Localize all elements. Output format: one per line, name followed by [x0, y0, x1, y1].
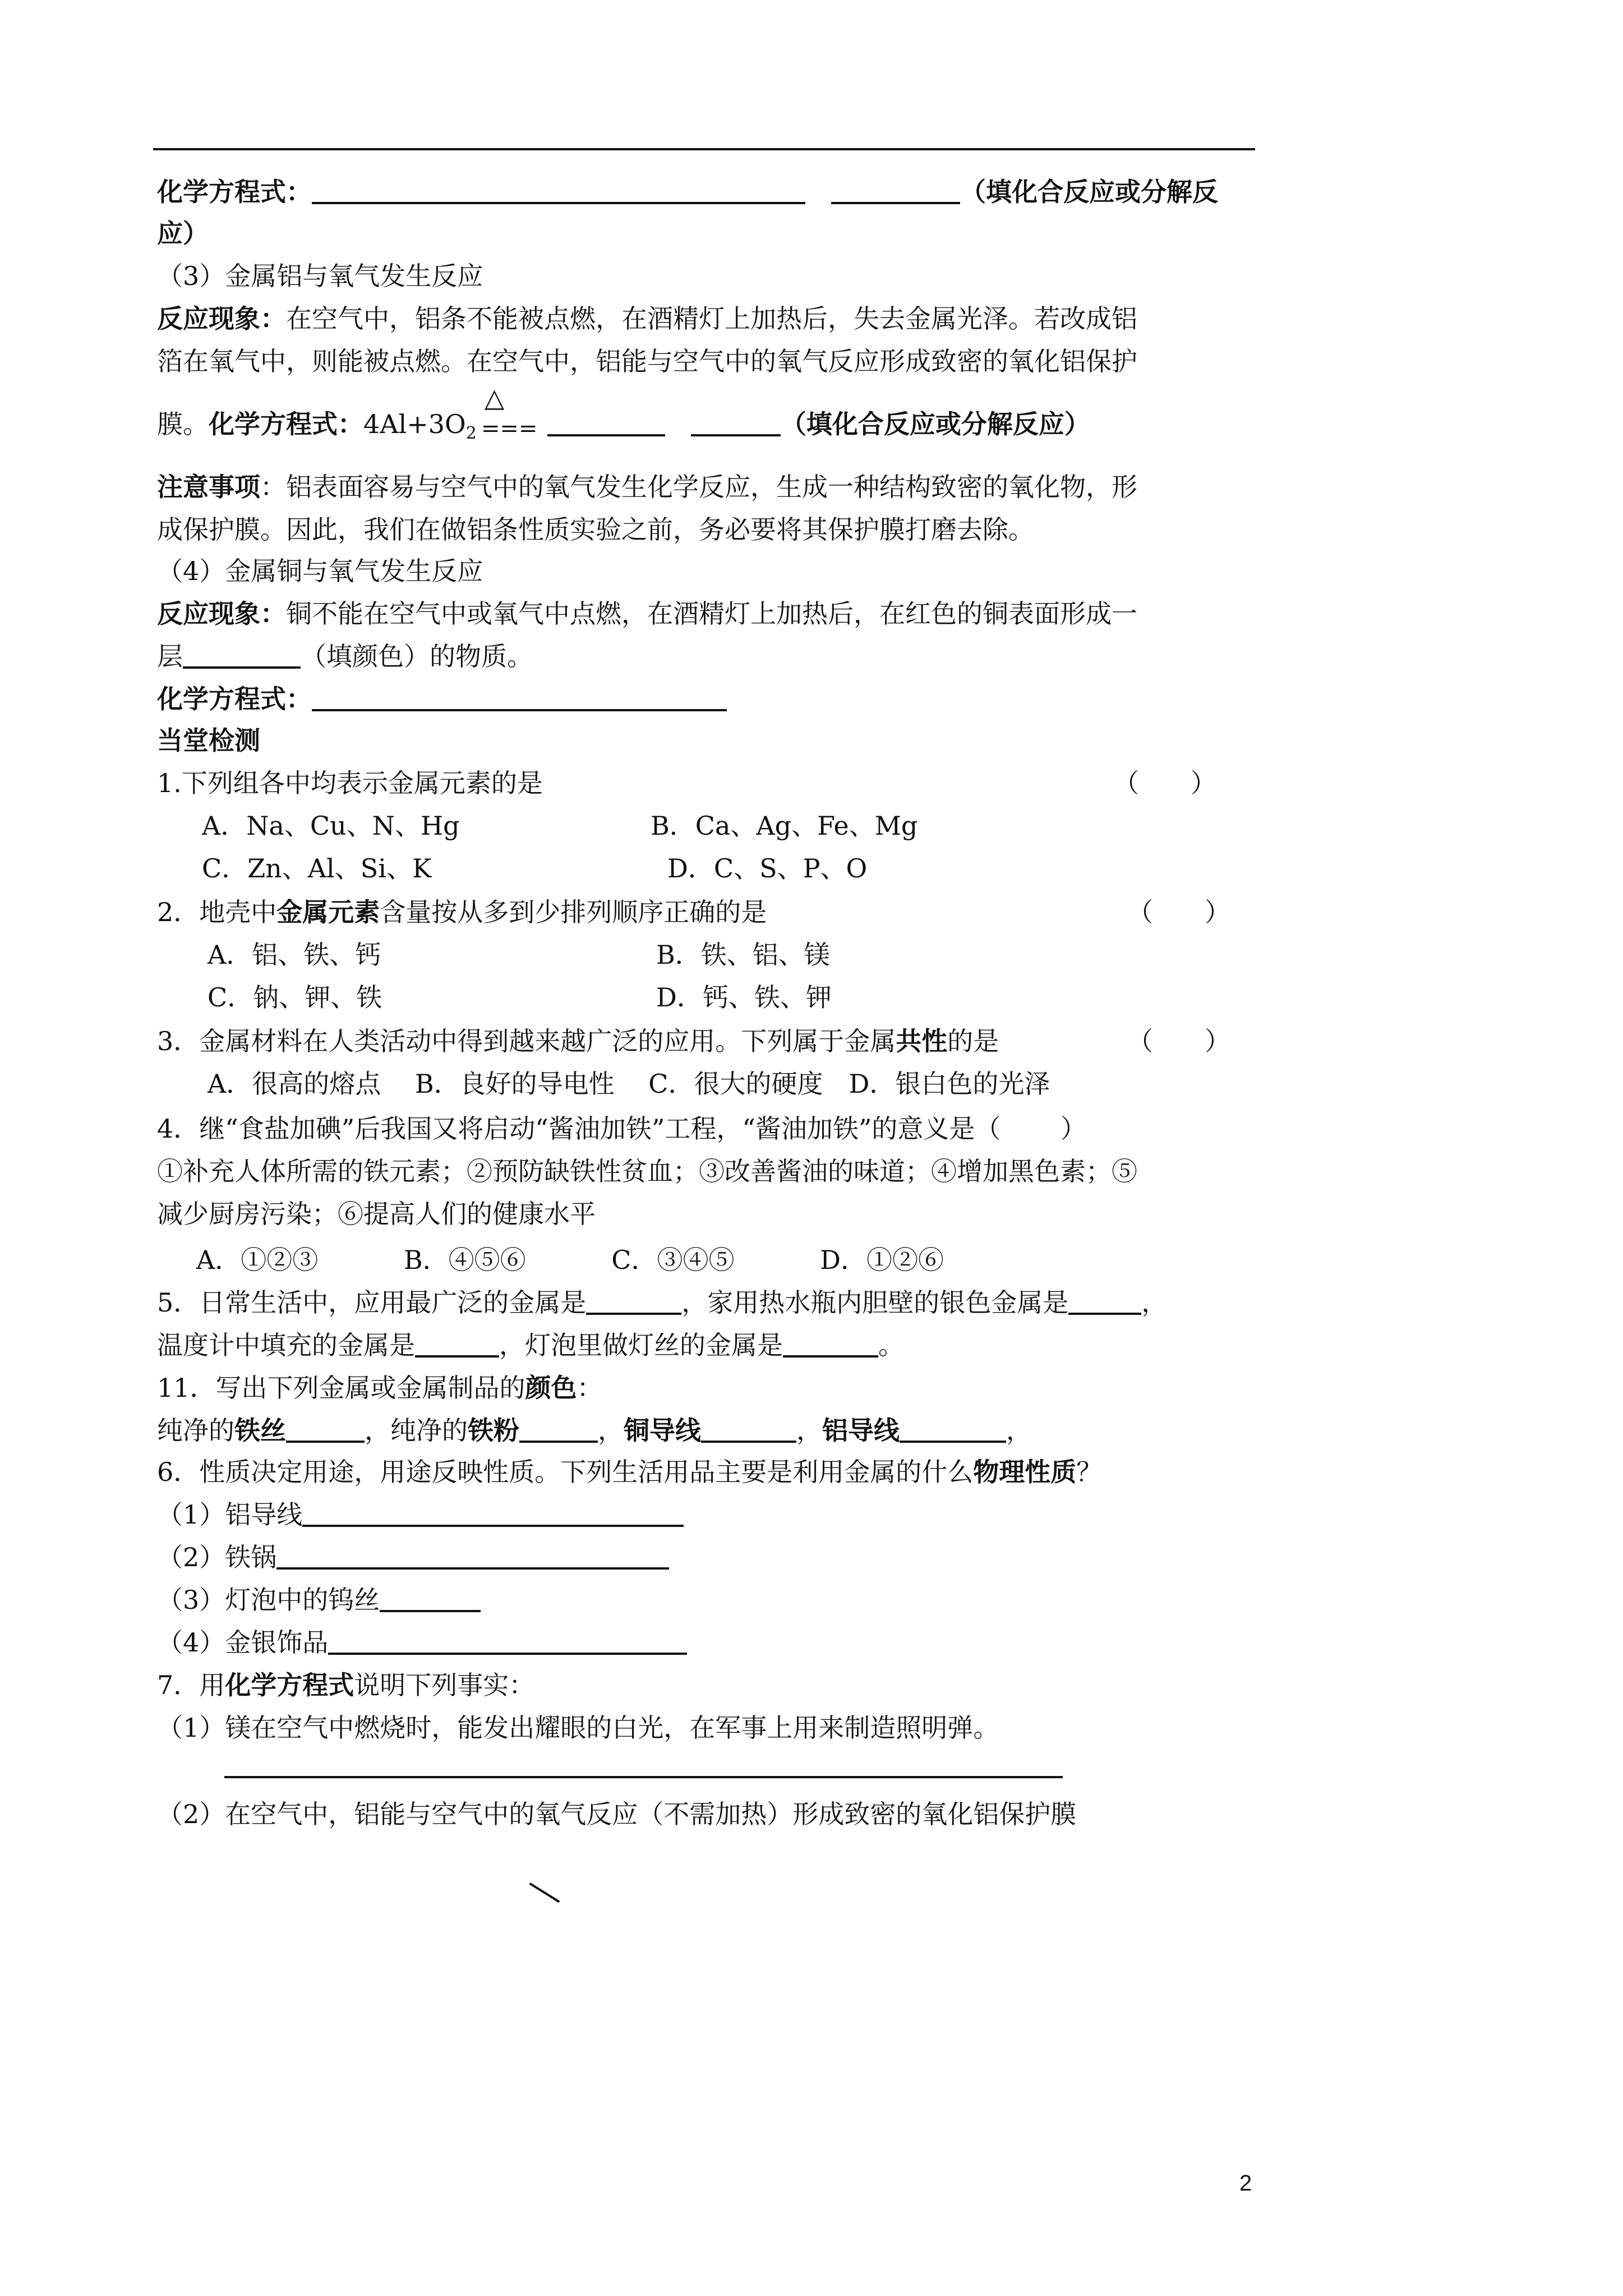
question-4-items-2: 减少厨房污染；⑥提高人们的健康水平 — [157, 1199, 596, 1229]
cu-phenomenon-line-2 — [157, 639, 533, 673]
question-text: 。 — [878, 1330, 904, 1360]
question-7-item-2: （2）在空气中，铝能与空气中的氧气反应（不需加热）形成致密的氧化铝保护膜 — [157, 1799, 1077, 1829]
question-4: 4．继“食盐加碘”后我国又将启动“酱油加铁”工程，“酱油加铁”的意义是（ ） — [157, 1114, 1086, 1144]
answer-blank — [312, 684, 727, 711]
answer-blank — [286, 1416, 365, 1443]
answer-blank — [302, 1500, 684, 1527]
equation-line-1 — [157, 175, 1218, 209]
question-7-item-1-blank — [224, 1749, 1063, 1783]
item-text: （4）金银饰品 — [157, 1627, 329, 1658]
answer-paren: （ ） — [1113, 768, 1216, 798]
question-text: 3．金属材料在人类活动中得到越来越广泛的应用。下列属于金属 — [157, 1026, 896, 1056]
question-keyword: 铁粉 — [468, 1415, 519, 1446]
al-phenomenon-line-1 — [157, 302, 1137, 335]
section-heading-al: （3）金属铝与氧气发生反应 — [157, 261, 483, 291]
note-line-2: 成保护膜。因此，我们在做铝条性质实验之前，务必要将其保护膜打磨去除。 — [157, 514, 1034, 545]
answer-blank — [586, 1288, 681, 1315]
subscript: 2 — [465, 424, 477, 444]
question-keyword: 颜色 — [525, 1373, 577, 1403]
question-text: ， — [1141, 1287, 1168, 1318]
question-text: ， — [1006, 1415, 1032, 1446]
note-line-1 — [157, 470, 1137, 504]
phenomenon-text: 铜不能在空气中或氧气中点燃，在酒精灯上加热后，在红色的铜表面形成一 — [286, 599, 1137, 629]
note-label: 注意事项 — [157, 472, 260, 502]
question-text: 纯净的 — [157, 1415, 234, 1446]
item-text: （3）灯泡中的钨丝 — [157, 1585, 380, 1615]
question-2 — [157, 895, 767, 929]
reaction-type-hint-cont: 应） — [157, 218, 209, 249]
question-1: 1.下列组各中均表示金属元素的是 — [157, 768, 543, 798]
option-b: B．Ca、Ag、Fe、Mg — [651, 811, 918, 841]
al-equation-line — [157, 383, 1090, 450]
check-heading: 当堂检测 — [157, 725, 260, 756]
note-text: ：铝表面容易与空气中的氧气发生化学反应，生成一种结构致密的氧化物，形 — [260, 472, 1137, 502]
heat-triangle-icon: △ — [484, 383, 505, 413]
stray-pen-mark — [529, 1883, 560, 1903]
question-6-item-4 — [157, 1626, 687, 1659]
equation-formula: 4Al+3O — [363, 409, 466, 439]
question-text: ， — [598, 1415, 624, 1446]
question-5-line-2 — [157, 1328, 904, 1362]
question-keyword: 铁丝 — [234, 1415, 286, 1446]
question-3 — [157, 1024, 999, 1058]
answer-blank — [328, 1628, 687, 1655]
phenomenon-text-end: 膜。 — [157, 409, 209, 439]
reaction-type-hint: （填化合反应或分解反 — [960, 177, 1218, 207]
question-3-options: A．很高的熔点 B．良好的导电性 C．很大的硬度 D．银白色的光泽 — [208, 1069, 1050, 1099]
question-6 — [157, 1455, 1102, 1489]
question-11-line-2 — [157, 1414, 1032, 1447]
question-text: ，家用热水瓶内胆壁的银色金属是 — [681, 1287, 1069, 1318]
equation-label: 化学方程式： — [209, 409, 363, 439]
question-text: 2．地壳中 — [157, 897, 277, 927]
question-text: ，灯泡里做灯丝的金属是 — [499, 1330, 783, 1360]
item-text: （1）铝导线 — [157, 1499, 303, 1530]
question-4-items-1: ①补充人体所需的铁元素；②预防缺铁性贫血；③改善酱油的味道；④增加黑色素；⑤ — [157, 1156, 1137, 1186]
answer-blank — [547, 409, 665, 436]
answer-blank — [380, 1585, 481, 1612]
question-text: ？ — [1076, 1457, 1103, 1487]
question-keyword: 铜导线 — [624, 1415, 701, 1446]
cu-equation-line — [157, 682, 727, 716]
question-6-item-2 — [157, 1540, 669, 1574]
question-text: 11．写出下列金属或金属制品的 — [157, 1373, 525, 1403]
question-text: 7．用 — [157, 1670, 225, 1700]
question-text: 5．日常生活中，应用最广泛的金属是 — [157, 1287, 587, 1318]
cu-phenomenon-line-1 — [157, 597, 1137, 631]
phenomenon-text: （填颜色）的物质。 — [301, 641, 533, 671]
answer-blank — [276, 1543, 669, 1570]
option-a: A．铝、铁、钙 — [208, 940, 381, 970]
answer-blank — [519, 1416, 598, 1443]
question-11 — [157, 1371, 603, 1405]
answer-blank — [783, 1331, 878, 1358]
answer-blank — [1068, 1288, 1141, 1315]
phenomenon-text: 在空气中，铝条不能被点燃，在酒精灯上加热后，失去金属光泽。若改成铝 — [286, 303, 1137, 334]
option-c: C．钠、钾、铁 — [208, 982, 382, 1013]
equals-sign: === — [481, 416, 538, 441]
answer-paren: （ ） — [1127, 897, 1230, 927]
answer-blank — [691, 409, 781, 436]
page-number: 2 — [1239, 2171, 1252, 2196]
reaction-type-hint: （填化合反应或分解反应） — [780, 409, 1090, 439]
question-5-line-1 — [157, 1286, 1167, 1319]
question-keyword: 化学方程式 — [225, 1670, 354, 1700]
answer-blank — [183, 642, 301, 669]
question-keyword: 金属元素 — [276, 897, 380, 927]
equation-label: 化学方程式： — [157, 177, 312, 207]
question-text: ， — [796, 1415, 822, 1446]
question-text: 含量按从多到少排列顺序正确的是 — [380, 897, 767, 927]
phenomenon-label: 反应现象： — [157, 303, 286, 334]
question-7 — [157, 1668, 534, 1702]
question-6-item-3 — [157, 1583, 481, 1617]
header-rule — [153, 148, 1255, 150]
question-text: 6．性质决定用途，用途反映性质。下列生活用品主要是利用金属的什么 — [157, 1457, 974, 1487]
option-c: C．Zn、Al、Si、K — [202, 853, 432, 884]
phenomenon-label: 反应现象： — [157, 599, 286, 629]
al-phenomenon-line-2: 箔在氧气中，则能被点燃。在空气中，铝能与空气中的氧气反应形成致密的氧化铝保护 — [157, 346, 1137, 376]
option-d: D．钙、铁、钾 — [656, 982, 832, 1013]
question-text: 说明下列事实： — [354, 1670, 535, 1700]
answer-paren: （ ） — [1127, 1026, 1230, 1056]
question-keyword: 共性 — [896, 1026, 948, 1056]
option-b: B．铁、铝、镁 — [656, 940, 830, 970]
heating-condition — [477, 383, 538, 443]
answer-blank — [415, 1331, 499, 1358]
question-7-item-1: （1）镁在空气中燃烧时，能发出耀眼的白光，在军事上用来制造照明弹。 — [157, 1713, 999, 1743]
answer-blank — [224, 1751, 1063, 1778]
question-text: 的是 — [947, 1026, 999, 1056]
question-keyword: 物理性质 — [973, 1457, 1077, 1487]
answer-blank — [701, 1416, 796, 1443]
item-text: （2）铁锅 — [157, 1542, 277, 1572]
question-text: ： — [577, 1373, 603, 1403]
question-text: ，纯净的 — [365, 1415, 468, 1446]
option-d: D．C、S、P、O — [667, 853, 868, 884]
question-keyword: 铝导线 — [822, 1415, 900, 1446]
answer-blank — [900, 1416, 1006, 1443]
question-4-options: A．①②③ B．④⑤⑥ C．③④⑤ D．①②⑥ — [196, 1245, 944, 1275]
answer-blank — [831, 177, 960, 204]
answer-blank — [312, 177, 805, 204]
equation-label: 化学方程式： — [157, 684, 312, 714]
section-heading-cu: （4）金属铜与氧气发生反应 — [157, 556, 483, 586]
question-text: 温度计中填充的金属是 — [157, 1330, 415, 1360]
question-6-item-1 — [157, 1498, 684, 1531]
phenomenon-text: 层 — [157, 641, 183, 671]
option-a: A．Na、Cu、N、Hg — [202, 811, 460, 841]
